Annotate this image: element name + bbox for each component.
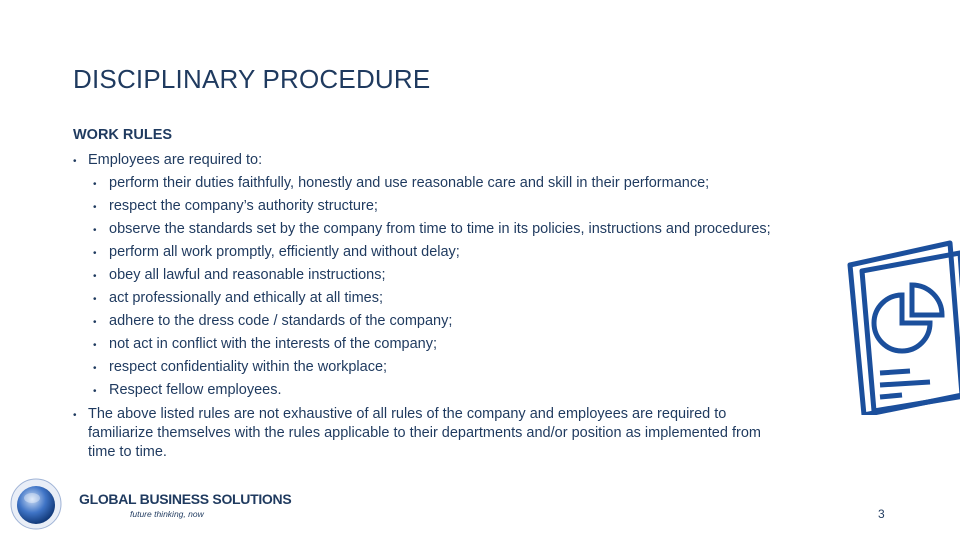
bullet-icon: • [93, 271, 97, 282]
bullet-icon: • [93, 386, 97, 397]
bullet-icon: • [73, 156, 77, 167]
rule-text: Respect fellow employees. [109, 382, 282, 398]
globe-logo-icon [10, 478, 62, 530]
rule-text: perform their duties faithfully, honestly and use reasonable care and skill in their performance; [109, 175, 710, 191]
report-chart-icon [840, 215, 960, 415]
bullet-icon: • [93, 294, 97, 305]
bullet-icon: • [93, 363, 97, 374]
rule-text: respect the company’s authority structure; [109, 198, 378, 214]
rule-item [93, 267, 386, 284]
bullet-icon: • [93, 179, 97, 190]
rule-text: perform all work promptly, efficiently and without delay; [109, 244, 460, 260]
bullet-icon: • [93, 317, 97, 328]
rule-item [93, 221, 771, 238]
rule-item [93, 313, 453, 330]
intro-bullet [73, 152, 263, 169]
bullet-icon: • [93, 202, 97, 213]
company-tagline: future thinking, now [130, 509, 204, 519]
company-name: GLOBAL BUSINESS SOLUTIONS [79, 491, 292, 507]
rule-item [93, 336, 438, 353]
closing-text: The above listed rules are not exhaustive of all rules of the company and employees are required to familiarize themselves with the rules applicable to their departments and/or position as implemented from time to time. [88, 406, 761, 460]
rule-item [93, 359, 388, 376]
page-number: 3 [878, 507, 885, 521]
rule-text: respect confidentiality within the workplace; [109, 359, 388, 375]
rule-text: adhere to the dress code / standards of the company; [109, 313, 453, 329]
rule-item [93, 198, 378, 215]
rule-item [93, 244, 460, 261]
closing-bullet [73, 405, 788, 462]
rule-item [93, 290, 384, 307]
bullet-icon: • [93, 248, 97, 259]
rule-text: obey all lawful and reasonable instructions; [109, 267, 386, 283]
rule-text: not act in conflict with the interests of the company; [109, 336, 438, 352]
bullet-icon: • [73, 410, 77, 421]
rule-item [93, 175, 710, 192]
bullet-icon: • [93, 225, 97, 236]
slide-title: DISCIPLINARY PROCEDURE [73, 64, 431, 94]
rule-text: observe the standards set by the company from time to time in its policies, instructions and procedures; [109, 221, 771, 237]
rule-text: act professionally and ethically at all times; [109, 290, 384, 306]
intro-text: Employees are required to: [88, 152, 263, 168]
bullet-icon: • [93, 340, 97, 351]
rule-item [93, 382, 282, 399]
section-heading: WORK RULES [73, 127, 173, 143]
